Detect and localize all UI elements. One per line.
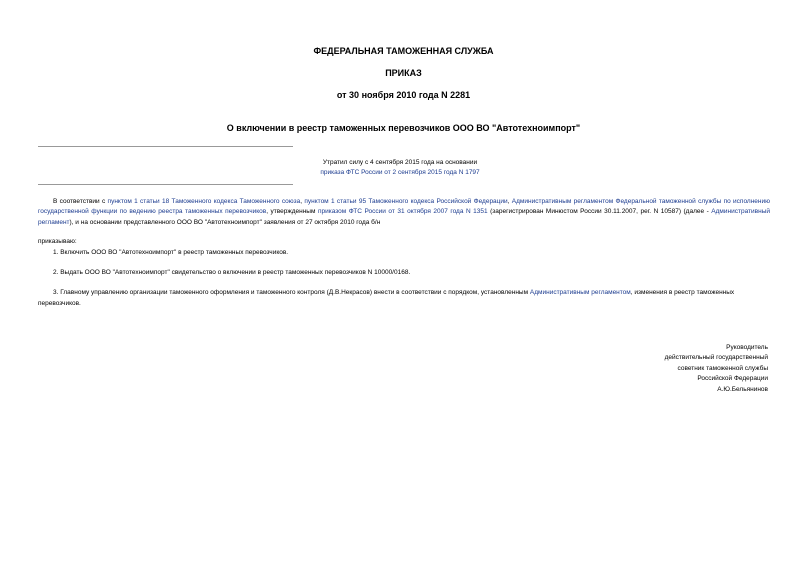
validity-notice-text: Утратил силу с 4 сентября 2015 года на основании bbox=[322, 159, 478, 166]
order-item-1: 1. Включить ООО ВО "Автотехноимпорт" в реестр таможенных перевозчиков. bbox=[53, 248, 289, 256]
document-type: ПРИКАЗ bbox=[385, 68, 422, 78]
signature-line-3: советник таможенной службы bbox=[677, 364, 768, 372]
preamble-text-3: , bbox=[507, 198, 512, 205]
agency-name: ФЕДЕРАЛЬНАЯ ТАМОЖЕННАЯ СЛУЖБА bbox=[313, 46, 494, 56]
signature-line-4: Российской Федерации bbox=[697, 375, 768, 383]
signature-line-1: Руководитель bbox=[726, 344, 768, 351]
signature-block bbox=[665, 343, 768, 395]
order-item-3-text-2: , изменения в реестр таможенных перевозчиков. bbox=[38, 289, 735, 307]
link-order-1351[interactable]: приказом ФТС России от 31 октября 2007 года N 1351 bbox=[317, 208, 488, 216]
link-admin-regulation-item-3[interactable]: Административным регламентом bbox=[529, 289, 631, 297]
document-body bbox=[38, 197, 770, 309]
document-title: О включении в реестр таможенных перевозчиков ООО ВО "Автотехноимпорт" bbox=[226, 123, 581, 133]
link-admin-regulation-full[interactable]: Административным регламентом Федеральной таможенной службы по исполнению государственной функции по ведению реестра таможенных перевозчиков bbox=[38, 198, 771, 216]
preamble-text-5: (зарегистрирован Минюстом России 30.11.2007, рег. N 10587) (далее - bbox=[487, 208, 712, 216]
link-tk-rf-article-95[interactable]: пунктом 1 статьи 95 Таможенного кодекса Российской Федерации bbox=[304, 198, 508, 205]
repeal-order-link[interactable]: приказа ФТС России от 2 сентября 2015 года N 1797 bbox=[320, 169, 480, 176]
validity-notice bbox=[300, 158, 500, 178]
link-tk-ts-article-18[interactable]: пунктом 1 статьи 18 Таможенного кодекса Таможенного союза bbox=[107, 198, 301, 205]
signature-line-2: действительный государственный bbox=[664, 354, 768, 362]
preamble-paragraph bbox=[38, 197, 770, 228]
order-item-2: 2. Выдать ООО ВО "Автотехноимпорт" свидетельство о включении в реестр таможенных перевозчиков N 10000/0168. bbox=[53, 269, 411, 277]
document-date-number: от 30 ноября 2010 года N 2281 bbox=[336, 90, 471, 100]
preamble-text-1: В соответствии с bbox=[53, 198, 108, 205]
order-item-3 bbox=[38, 288, 770, 309]
signer-name: А.Ю.Бельянинов bbox=[717, 385, 768, 393]
preamble-text-6: ), и на основании представленного ООО ВО "Автотехноимпорт" заявления от 27 октября 2010 года б/н bbox=[69, 218, 381, 226]
preamble-text-4: , утвержденным bbox=[266, 208, 318, 216]
link-admin-regulation-short[interactable]: Административный регламент bbox=[38, 208, 771, 226]
order-item-3-text-1: 3. Главному управлению организации таможенного оформления и таможенного контроля (Д.В.Некрасов) внести в соответствии с порядком, установленным bbox=[53, 289, 530, 297]
order-word: приказываю: bbox=[38, 238, 77, 246]
top-divider bbox=[38, 146, 293, 147]
bottom-divider bbox=[38, 184, 293, 185]
preamble-text-2: , bbox=[300, 198, 305, 205]
